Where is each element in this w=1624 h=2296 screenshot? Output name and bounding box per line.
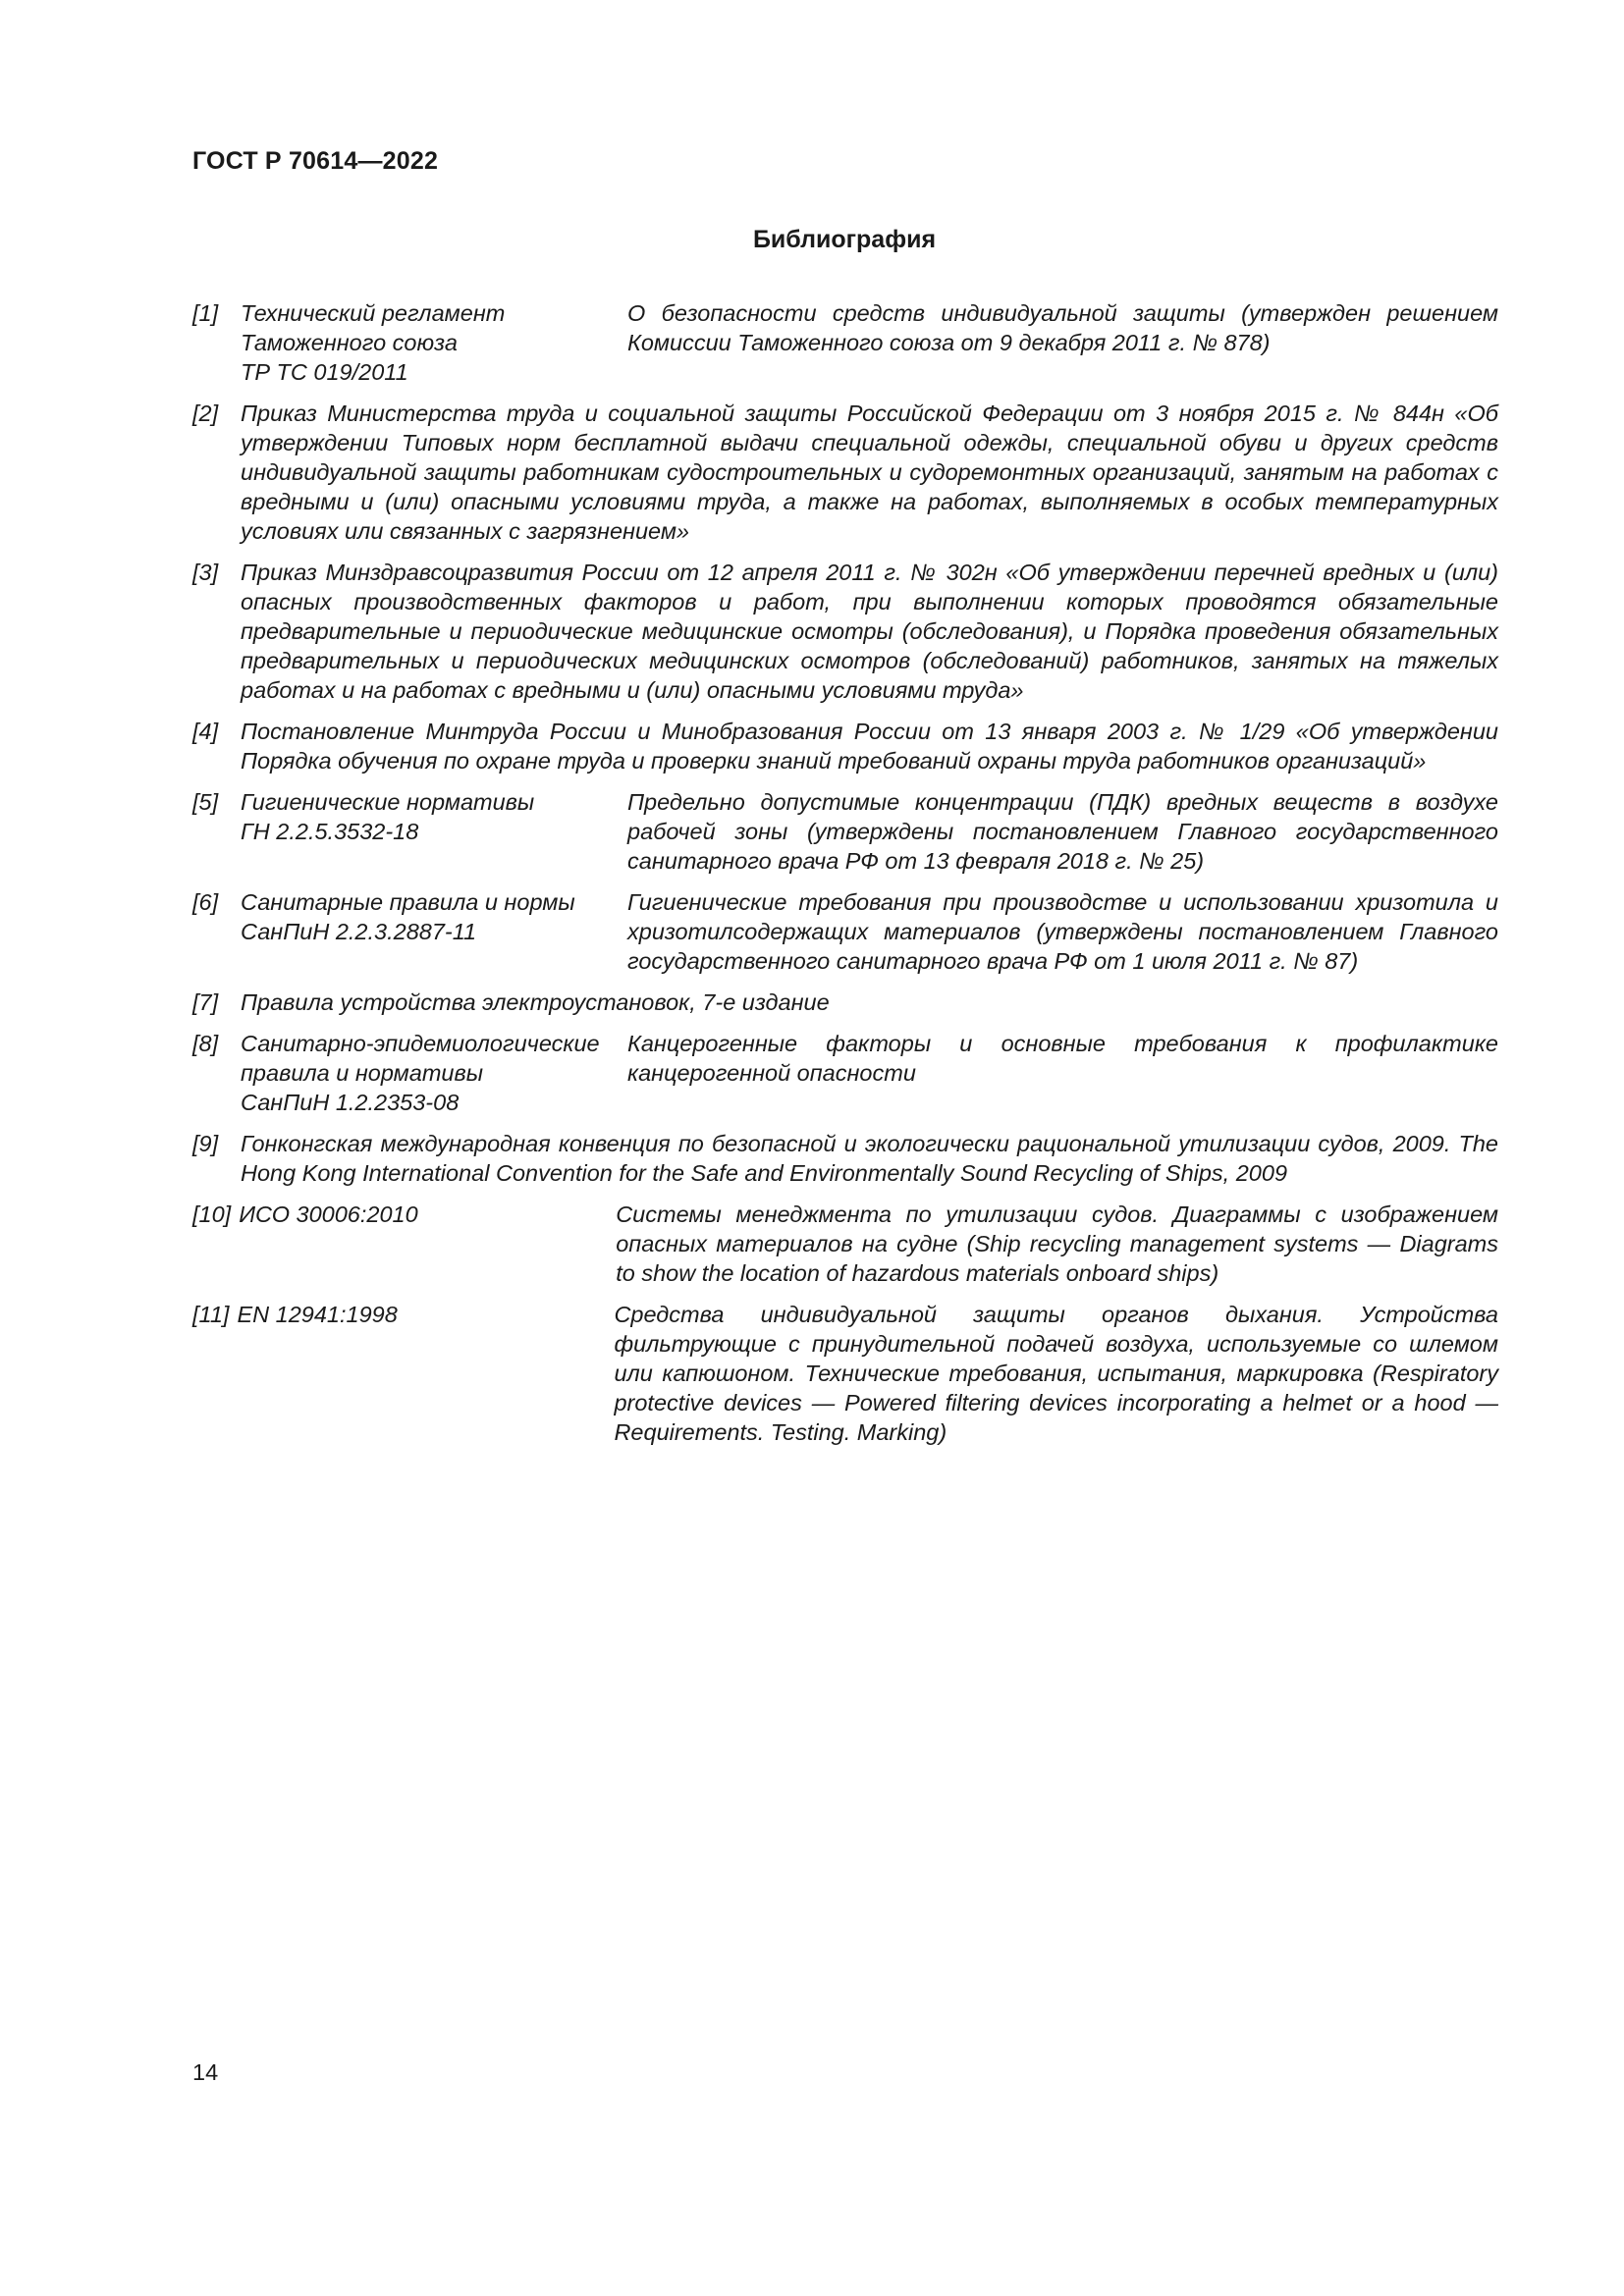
- entry-text: Приказ Министерства труда и социальной защиты Российской Федерации от 3 ноября 2015 г. № 844н «Об утверждении Типовых норм бесплатной выдачи специальной одежды, специальной обуви и других средств индивидуальной защиты работникам судостроительных и судоремонтных организаций, занятым на работах с вредными и (или) опасными условиями труда, а также на работах, выполняемых в особых температурных условиях или связанных с загрязнением»: [241, 400, 1498, 544]
- entry-reference-line: Санитарно-эпидемиологические: [241, 1031, 600, 1056]
- entry-title: Средства индивидуальной защиты органов дыхания. Устройства фильтрующие с принудительной подачей воздуха, используемые со шлемом или капюшоном. Технические требования, испытания, маркировка (Respiratory protective devices — Powered filtering devices incorporating a helmet or a hood — Requirements. Testing. Marking): [614, 1302, 1498, 1445]
- page-number: 14: [192, 2059, 219, 2085]
- document-id: ГОСТ Р 70614—2022: [192, 147, 439, 175]
- bibliography-entry: [192, 988, 1498, 1017]
- bibliography-entry: [192, 558, 1498, 705]
- entry-reference-line: СанПиН 2.2.3.2887-11: [241, 919, 477, 944]
- entry-title: Канцерогенные факторы и основные требования к профилактике канцерогенной опасности: [627, 1031, 1498, 1086]
- entry-text: Гонконгская международная конвенция по безопасной и экологически рациональной утилизации судов, 2009. The Hong Kong International Convention for the Safe and Environmentally Sound Recycling of Ships, 2009: [241, 1131, 1498, 1186]
- bibliography-entry: [192, 1300, 1498, 1447]
- entry-number: [11]: [192, 1302, 230, 1327]
- bibliography-entry: [192, 887, 1498, 976]
- bibliography-title: Библиография: [752, 226, 937, 253]
- entry-reference-line: СанПиН 1.2.2353-08: [241, 1090, 460, 1115]
- bibliography-entry: [192, 1129, 1498, 1188]
- entry-reference: [241, 887, 627, 976]
- entry-title: Гигиенические требования при производстве и использовании хризотила и хризотилсодержащих материалов (утверждены постановлением Главного государственного санитарного врача РФ от 1 июля 2011 г. № 87): [627, 889, 1498, 974]
- entry-reference: [241, 298, 627, 387]
- bibliography-entry: [192, 1200, 1498, 1288]
- entry-reference-line: Гигиенические нормативы: [241, 789, 535, 815]
- entry-number: [4]: [192, 719, 219, 744]
- entry-number: [10]: [192, 1201, 232, 1227]
- entry-number: [1]: [192, 300, 219, 326]
- entry-number: [7]: [192, 989, 219, 1015]
- entry-reference: [239, 1200, 616, 1288]
- entry-reference: [237, 1300, 614, 1447]
- entry-reference-line: ТР ТС 019/2011: [241, 359, 408, 385]
- entry-text: Приказ Минздравсоцразвития России от 12 апреля 2011 г. № 302н «Об утверждении перечней вредных и (или) опасных производственных факторов и работ, при выполнении которых проводятся обязательные предварительные и периодические медицинские осмотры (обследования), и Порядка проведения обязательных предварительных и периодических медицинских осмотров (обследований) работников, занятых на тяжелых работах и на работах с вредными и (или) опасными условиями труда»: [241, 560, 1498, 703]
- entry-reference: [241, 1029, 627, 1117]
- entry-title: О безопасности средств индивидуальной защиты (утвержден решением Комиссии Таможенного союза от 9 декабря 2011 г. № 878): [627, 300, 1498, 355]
- entry-reference-line: Технический регламент: [241, 300, 506, 326]
- entry-number: [2]: [192, 400, 219, 426]
- bibliography-entry: [192, 1029, 1498, 1117]
- entry-number: [6]: [192, 889, 219, 915]
- entry-number: [5]: [192, 789, 219, 815]
- bibliography-entry: [192, 717, 1498, 775]
- entry-number: [3]: [192, 560, 219, 585]
- bibliography-entry: [192, 787, 1498, 876]
- entry-text: Постановление Минтруда России и Минобразования России от 13 января 2003 г. № 1/29 «Об утверждении Порядка обучения по охране труда и проверки знаний требований охраны труда работников организаций»: [241, 719, 1498, 774]
- entry-reference-line: Таможенного союза: [241, 330, 458, 355]
- entry-text: Правила устройства электроустановок, 7-е издание: [241, 989, 830, 1015]
- entry-reference: [241, 787, 627, 876]
- entry-title: Системы менеджмента по утилизации судов. Диаграммы с изображением опасных материалов на судне (Ship recycling management systems — Diagrams to show the location of hazardous materials onboard ships): [616, 1201, 1498, 1286]
- entry-title: Предельно допустимые концентрации (ПДК) вредных веществ в воздухе рабочей зоны (утверждены постановлением Главного государственного санитарного врача РФ от 13 февраля 2018 г. № 25): [627, 789, 1498, 874]
- bibliography-entry: [192, 399, 1498, 546]
- bibliography-list: [192, 298, 1498, 1459]
- entry-number: [9]: [192, 1131, 219, 1156]
- bibliography-entry: [192, 298, 1498, 387]
- entry-reference-line: правила и нормативы: [241, 1060, 484, 1086]
- entry-number: [8]: [192, 1031, 219, 1056]
- entry-reference-line: ГН 2.2.5.3532-18: [241, 819, 419, 844]
- entry-reference-line: EN 12941:1998: [237, 1302, 398, 1327]
- entry-reference-line: Санитарные правила и нормы: [241, 889, 575, 915]
- entry-reference-line: ИСО 30006:2010: [239, 1201, 418, 1227]
